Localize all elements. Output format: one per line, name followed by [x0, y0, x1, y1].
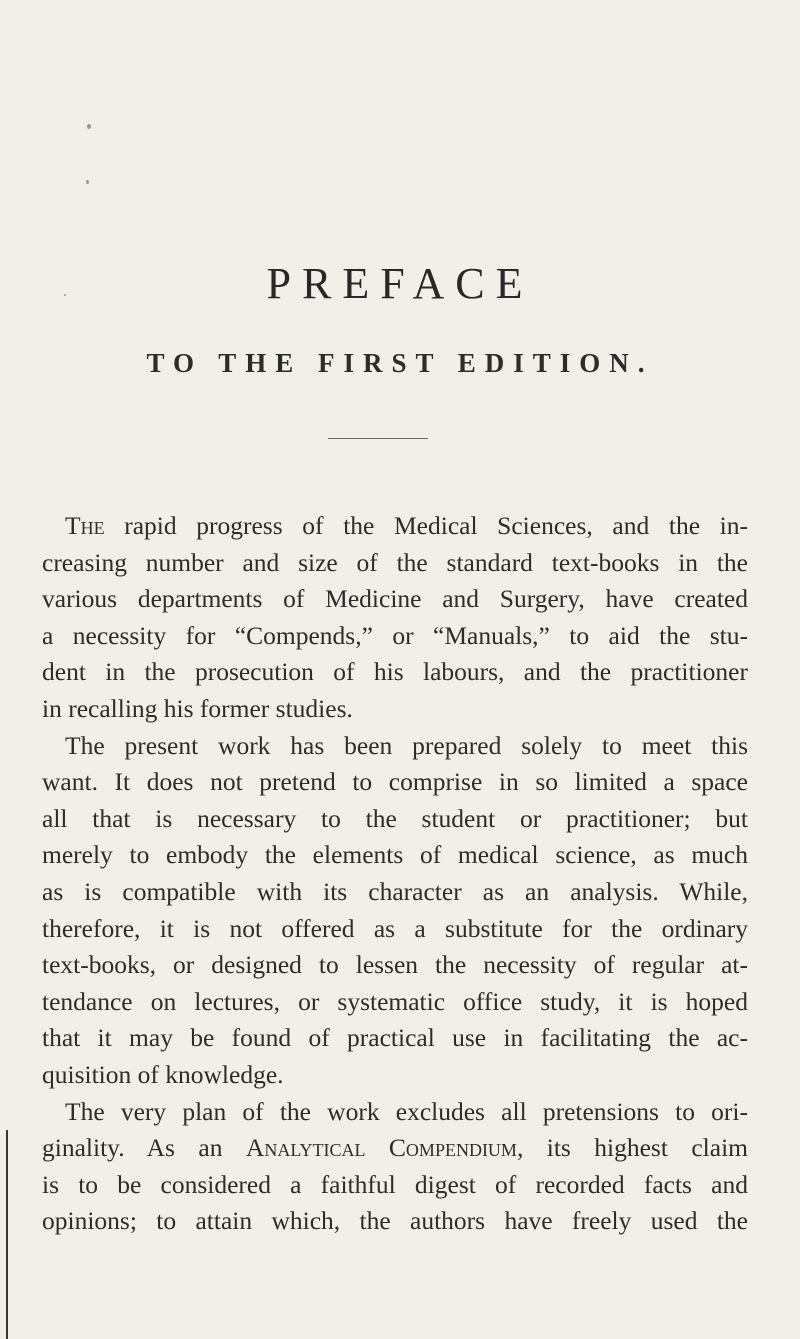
line-text: ginality. As an [42, 1133, 246, 1163]
text-line [42, 508, 748, 545]
preface-title: PREFACE [266, 259, 534, 308]
text-line: text-books, or designed to lessen the necessity of regular at- [42, 950, 748, 980]
preface-subtitle: TO THE FIRST EDITION. [146, 348, 654, 378]
paper-speck [64, 294, 66, 296]
text-line: a necessity for “Compends,” or “Manuals,” to aid the stu- [42, 620, 748, 650]
lead-small-caps: The [65, 511, 105, 540]
text-line: The present work has been prepared solely to meet this [65, 730, 748, 760]
preface-body [42, 508, 748, 1240]
line-text: rapid progress of the Medical Sciences, and the in- [104, 511, 748, 540]
text-line: want. It does not pretend to comprise in so limited a space [42, 767, 748, 797]
paper-speck [86, 180, 89, 184]
line-text: , its highest claim [516, 1133, 748, 1163]
text-line: creasing number and size of the standard text-books in the [42, 547, 748, 577]
text-line: therefore, it is not offered as a substitute for the ordinary [42, 913, 748, 943]
text-line [42, 1130, 748, 1167]
text-line: The very plan of the work excludes all pretensions to ori- [65, 1096, 748, 1126]
text-line: in recalling his former studies. [42, 693, 353, 723]
text-line: tendance on lectures, or systematic office study, it is hoped [42, 986, 748, 1016]
text-line: various departments of Medicine and Surgery, have created [42, 584, 748, 614]
text-line: as is compatible with its character as an analysis. While, [42, 876, 748, 906]
text-line: merely to embody the elements of medical science, as much [42, 840, 748, 870]
text-line: quisition of knowledge. [42, 1059, 284, 1089]
section-divider [328, 438, 428, 439]
text-line: dent in the prosecution of his labours, and the practitioner [42, 657, 748, 687]
text-line: opinions; to attain which, the authors have freely used the [42, 1206, 748, 1236]
text-line: all that is necessary to the student or practitioner; but [42, 803, 748, 833]
text-line: is to be considered a faithful digest of recorded facts and [42, 1169, 748, 1199]
small-caps-term: Analytical Compendium [245, 1133, 517, 1163]
page-edge-shadow [6, 1130, 8, 1339]
text-line: that it may be found of practical use in facilitating the ac- [42, 1023, 748, 1053]
paper-speck [87, 124, 91, 129]
